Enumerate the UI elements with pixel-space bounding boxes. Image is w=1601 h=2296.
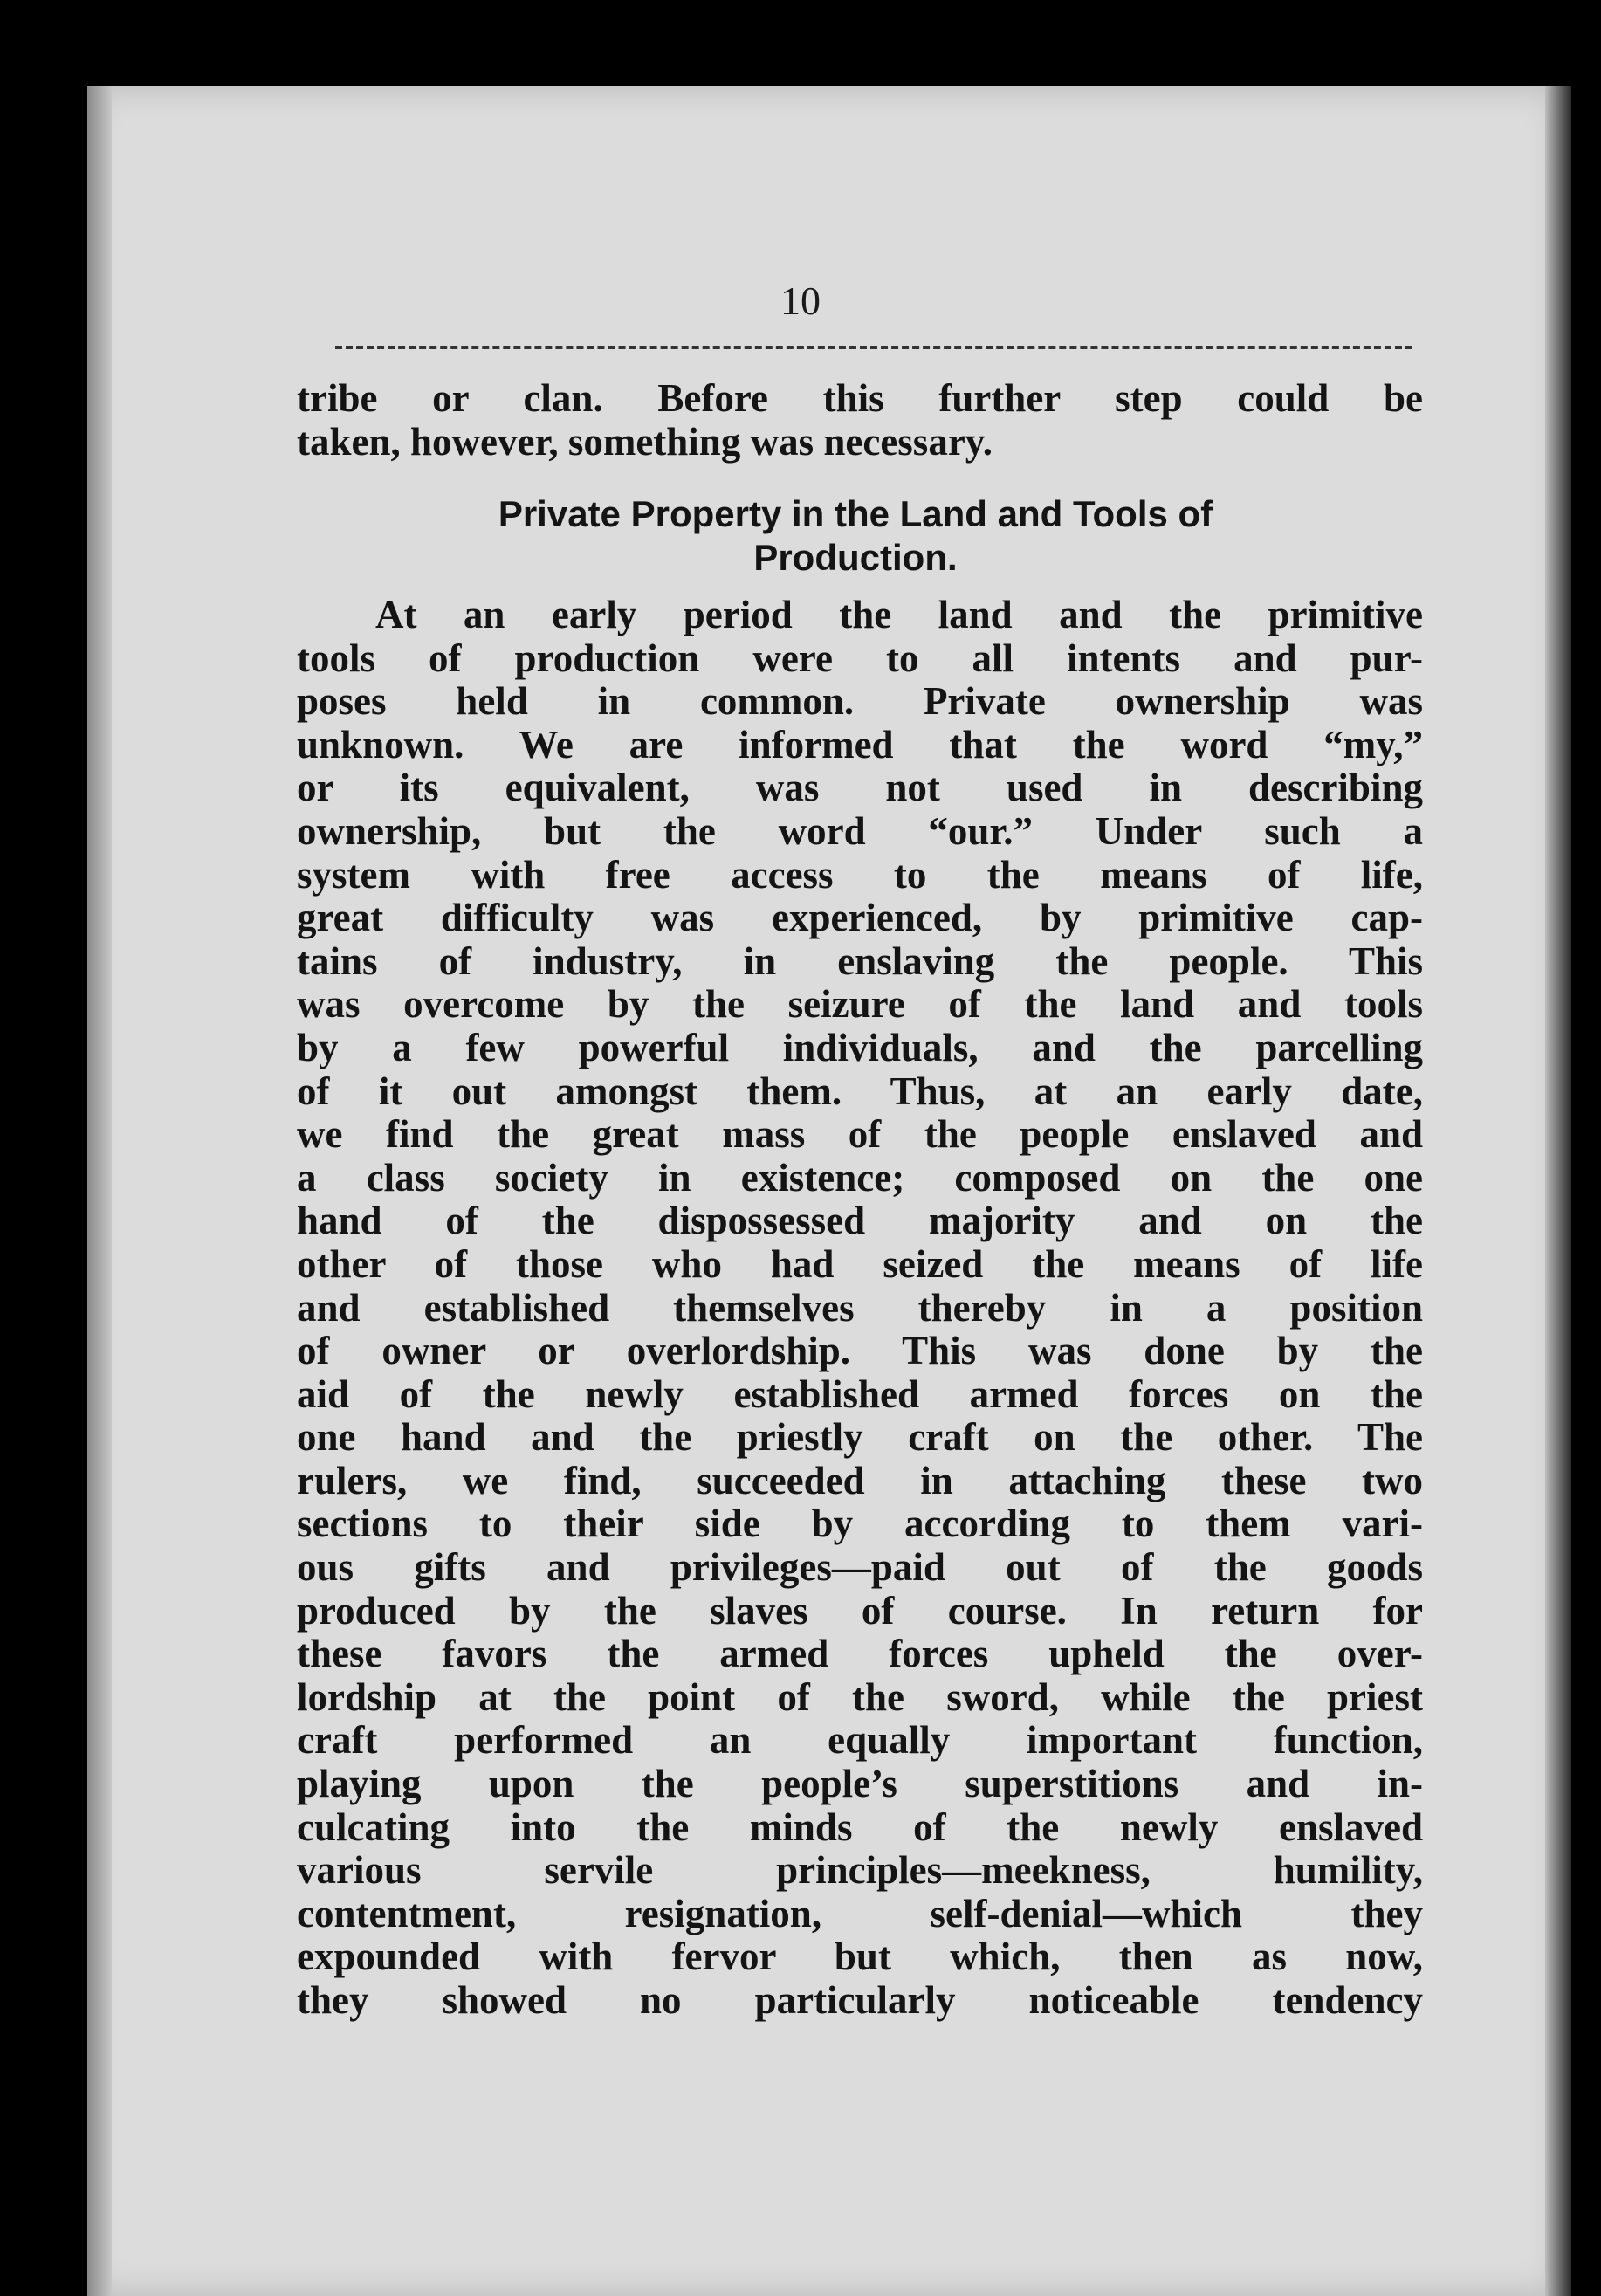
text-line: of it out amongst them. Thus, at an early date, — [297, 1069, 1423, 1113]
text-line: tools of production were to all intents and pur- — [297, 636, 1423, 680]
text-line: rulers, we find, succeeded in attaching these two — [297, 1458, 1423, 1502]
page-left-edge — [87, 86, 112, 2296]
text-line: ownership, but the word “our.” Under such a — [297, 808, 1423, 853]
page-number: 10 — [780, 278, 821, 323]
text-line: was overcome by the seizure of the land and tools — [297, 982, 1423, 1027]
text-line: playing upon the people’s superstitions and in- — [297, 1762, 1423, 1806]
text-line: they showed no particularly noticeable tendency — [297, 1978, 1423, 2022]
heading-line: Production. — [753, 537, 958, 578]
text-line: system with free access to the means of life, — [297, 852, 1423, 897]
text-line: taken, however, something was necessary. — [297, 419, 993, 464]
page-right-edge — [1545, 86, 1571, 2296]
text-line: and established themselves thereby in a position — [297, 1285, 1423, 1330]
text-line: craft performed an equally important function, — [297, 1718, 1423, 1763]
text-line: contentment, resignation, self-denial—which they — [297, 1891, 1423, 1935]
body-paragraph — [297, 594, 1423, 2023]
text-line: produced by the slaves of course. In return for — [297, 1588, 1423, 1633]
text-line: by a few powerful individuals, and the parcelling — [297, 1025, 1423, 1069]
text-line: ous gifts and privileges—paid out of the goods — [297, 1545, 1423, 1590]
text-line: expounded with fervor but which, then as now, — [297, 1935, 1423, 1979]
text-line: or its equivalent, was not used in describing — [297, 766, 1423, 810]
text-line: of owner or overlordship. This was done by the — [297, 1329, 1423, 1373]
text-line: hand of the dispossessed majority and on the — [297, 1199, 1423, 1243]
intro-paragraph — [297, 377, 1423, 464]
text-line: various servile principles—meekness, humility, — [297, 1848, 1423, 1893]
text-line: we find the great mass of the people enslaved and — [297, 1112, 1423, 1157]
text-line: lordship at the point of the sword, while the priest — [297, 1674, 1423, 1719]
text-line: other of those who had seized the means of life — [297, 1241, 1423, 1286]
text-line: At an early period the land and the primitive — [375, 593, 1423, 636]
section-heading — [297, 492, 1414, 580]
text-line: these favors the armed forces upheld the over- — [297, 1632, 1423, 1676]
text-line: poses held in common. Private ownership was — [297, 679, 1423, 724]
text-line: tains of industry, in enslaving the people. This — [297, 938, 1423, 983]
text-line: unknown. We are informed that the word “my,” — [297, 722, 1423, 766]
header-rule — [335, 346, 1412, 349]
text-line: aid of the newly established armed forces on the — [297, 1371, 1423, 1416]
text-line: one hand and the priestly craft on the other. The — [297, 1415, 1423, 1460]
text-line: a class society in existence; composed on the one — [297, 1155, 1423, 1200]
text-line: sections to their side by according to them vari- — [297, 1502, 1423, 1546]
text-line: tribe or clan. Before this further step could be — [297, 376, 1423, 420]
text-line: great difficulty was experienced, by primitive cap- — [297, 896, 1423, 940]
heading-line: Private Property in the Land and Tools of — [498, 493, 1213, 534]
text-line: culcating into the minds of the newly enslaved — [297, 1804, 1423, 1849]
